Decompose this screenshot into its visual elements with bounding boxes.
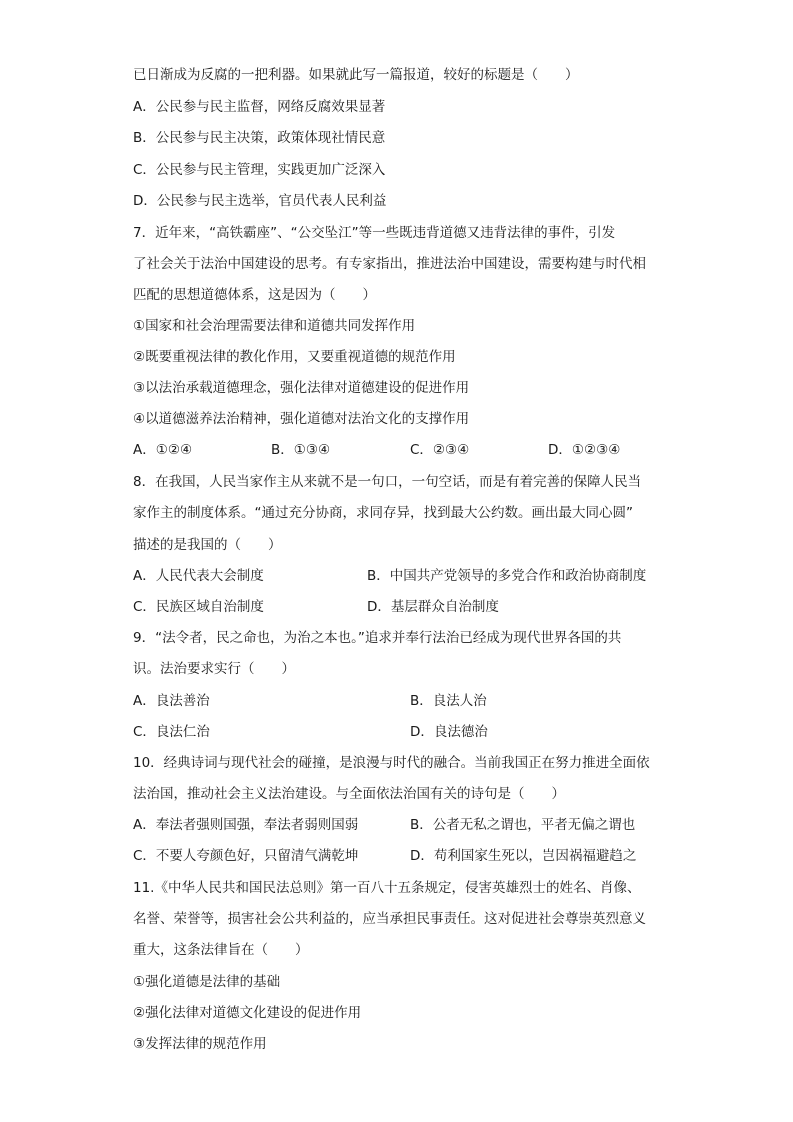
q11-stem-line-1: 11.《中华人民共和国民法总则》第一百八十五条规定，侵害英雄烈士的姓名、肖像、: [133, 880, 641, 896]
q8-option-c: C．民族区域自治制度: [133, 599, 264, 615]
q9-option-b: B．良法人治: [410, 693, 487, 709]
q9-option-c: C．良法仁治: [133, 724, 210, 740]
q8-option-b: B．中国共产党领导的多党合作和政治协商制度: [367, 568, 647, 584]
q7-statement-1: ①国家和社会治理需要法律和道德共同发挥作用: [133, 318, 416, 334]
q8-stem-line-1: 8．在我国，人民当家作主从来就不是一句口，一句空话，而是有着完善的保障人民当: [133, 474, 642, 490]
q11-stem-line-3: 重大，这条法律旨在（ ）: [133, 942, 309, 958]
q7-option-c: C．②③④: [410, 442, 470, 458]
q11-statement-3: ③发挥法律的规范作用: [133, 1036, 267, 1052]
q6-option-a: A．公民参与民主监督，网络反腐效果显著: [133, 99, 386, 115]
q7-statement-2: ②既要重视法律的教化作用，又要重视道德的规范作用: [133, 349, 456, 365]
q7-option-a: A．①②④: [133, 442, 193, 458]
q10-option-b: B．公者无私之谓也，平者无偏之谓也: [410, 817, 636, 833]
q7-option-b: B．①③④: [271, 442, 331, 458]
q7-stem-line-3: 匹配的思想道德体系，这是因为（ ）: [133, 287, 376, 303]
q6-stem-line: 已日渐成为反腐的一把利器。如果就此写一篇报道，较好的标题是（ ）: [133, 67, 579, 83]
q7-statement-3: ③以法治承载道德理念，强化法律对道德建设的促进作用: [133, 380, 470, 396]
q6-option-d: D．公民参与民主选举，官员代表人民利益: [133, 193, 387, 209]
q10-option-a: A．奉法者强则国强，奉法者弱则国弱: [133, 817, 359, 833]
q7-option-d: D．①②③④: [548, 442, 621, 458]
q9-stem-line-1: 9．“法令者，民之命也，为治之本也。”追求并奉行法治已经成为现代世界各国的共: [133, 630, 622, 646]
q11-stem-line-2: 名誉、荣誉等，损害社会公共利益的，应当承担民事责任。这对促进社会尊崇英烈意义: [133, 911, 646, 927]
q8-stem-line-3: 描述的是我国的（ ）: [133, 537, 282, 553]
q10-option-d: D．苟利国家生死以，岂因祸福避趋之: [410, 848, 637, 864]
q7-statement-4: ④以道德滋养法治精神，强化道德对法治文化的支撑作用: [133, 411, 470, 427]
q10-option-c: C．不要人夸颜色好，只留清气满乾坤: [133, 848, 359, 864]
q9-option-a: A．良法善治: [133, 693, 210, 709]
q8-stem-line-2: 家作主的制度体系。“通过充分协商，求同存异，找到最大公约数。画出最大同心圆”: [133, 505, 633, 521]
q8-option-d: D．基层群众自治制度: [367, 599, 499, 615]
q10-stem-line-2: 法治国，推动社会主义法治建设。与全面依法治国有关的诗句是（ ）: [133, 786, 565, 802]
q8-option-a: A．人民代表大会制度: [133, 568, 264, 584]
q7-stem-line-1: 7．近年来，“高铁霸座”、“公交坠江”等一些既违背道德又违背法律的事件，引发: [133, 225, 616, 241]
q9-stem-line-2: 识。法治要求实行（ ）: [133, 661, 295, 677]
q6-option-c: C．公民参与民主管理，实践更加广泛深入: [133, 162, 386, 178]
q10-stem-line-1: 10．经典诗词与现代社会的碰撞，是浪漫与时代的融合。当前我国正在努力推进全面依: [133, 755, 650, 771]
q7-stem-line-2: 了社会关于法治中国建设的思考。有专家指出，推进法治中国建设，需要构建与时代相: [133, 256, 646, 272]
q6-option-b: B．公民参与民主决策，政策体现社情民意: [133, 130, 386, 146]
q11-statement-1: ①强化道德是法律的基础: [133, 974, 281, 990]
q9-option-d: D．良法德治: [410, 724, 488, 740]
q11-statement-2: ②强化法律对道德文化建设的促进作用: [133, 1005, 362, 1021]
